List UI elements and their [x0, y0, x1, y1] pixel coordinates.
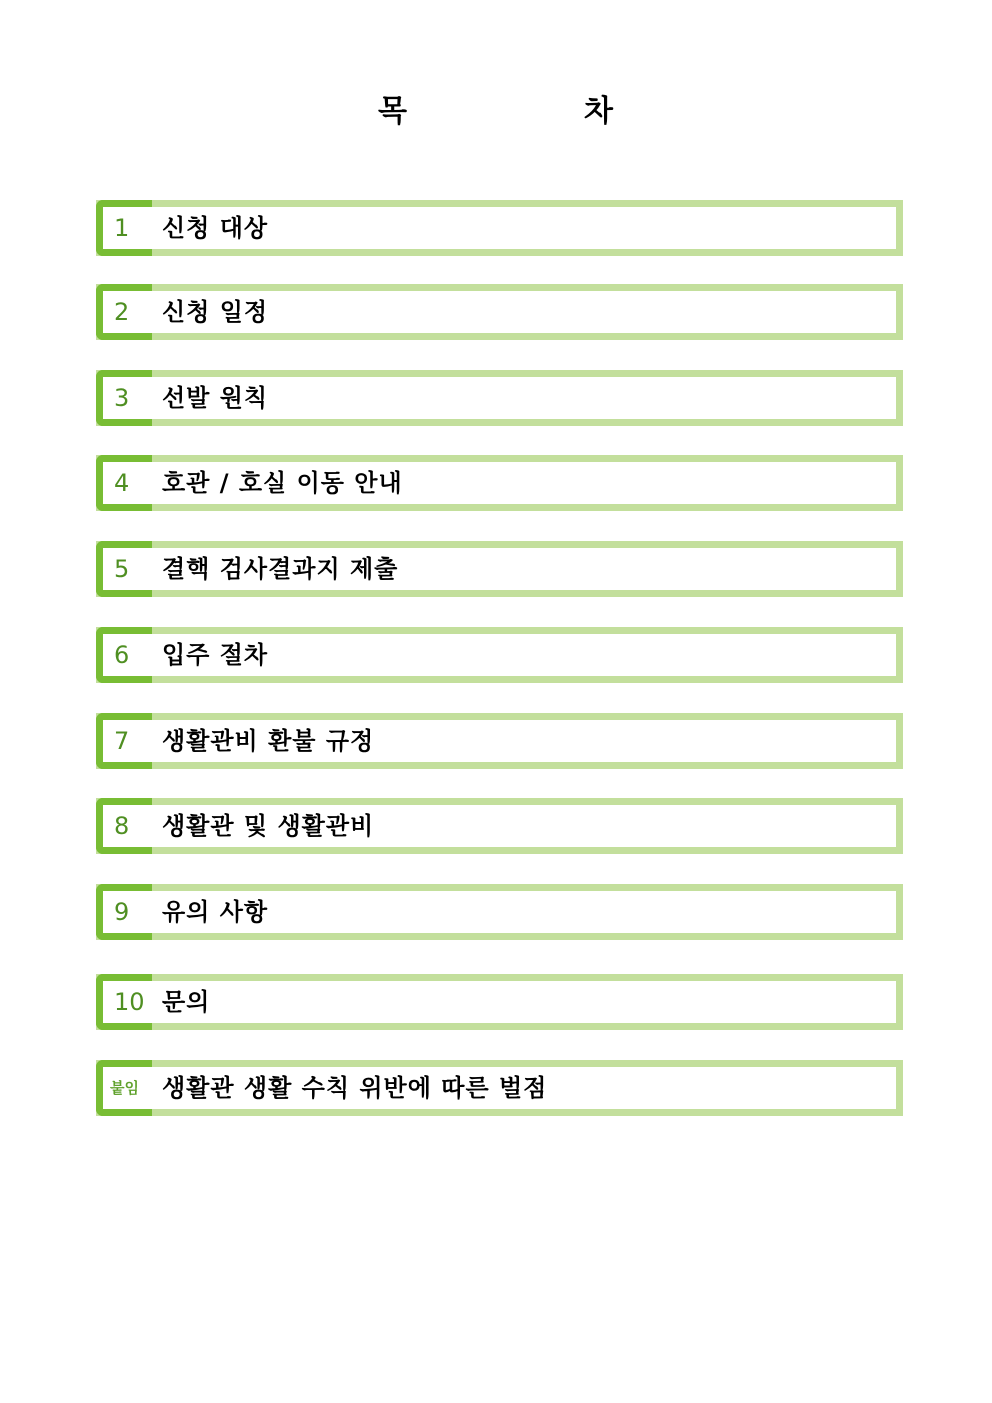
accent-top: [96, 713, 152, 720]
page-title: [0, 92, 992, 136]
toc-item-6[interactable]: [96, 627, 903, 683]
toc-item-3[interactable]: [96, 370, 903, 426]
toc-label: 선발 원칙: [162, 384, 269, 412]
accent-top: [96, 370, 152, 377]
accent-bottom: [96, 1109, 152, 1116]
accent-bar: [96, 455, 103, 511]
toc-label: 호관 / 호실 이동 안내: [162, 469, 403, 497]
accent-top: [96, 798, 152, 805]
toc-item-1[interactable]: [96, 200, 903, 256]
toc-number: 1: [114, 214, 130, 242]
toc-item-appendix[interactable]: [96, 1060, 903, 1116]
toc-label: 생활관 생활 수칙 위반에 따른 벌점: [162, 1074, 548, 1102]
accent-bar: [96, 284, 103, 340]
accent-bar: [96, 974, 103, 1030]
toc-item-2[interactable]: [96, 284, 903, 340]
toc-number: 3: [114, 384, 130, 412]
accent-bar: [96, 1060, 103, 1116]
toc-label: 생활관비 환불 규정: [162, 727, 375, 755]
toc-number: 9: [114, 898, 130, 926]
accent-bottom: [96, 419, 152, 426]
accent-bar: [96, 798, 103, 854]
accent-bar: [96, 884, 103, 940]
accent-bar: [96, 200, 103, 256]
toc-label: 입주 절차: [162, 641, 269, 669]
accent-top: [96, 884, 152, 891]
toc-number: 7: [114, 727, 130, 755]
title-char-2: 차: [584, 94, 613, 129]
accent-bar: [96, 541, 103, 597]
toc-label: 유의 사항: [162, 898, 269, 926]
toc-label: 신청 일정: [162, 298, 269, 326]
accent-bottom: [96, 1023, 152, 1030]
title-char-1: 목: [378, 94, 407, 129]
accent-top: [96, 1060, 152, 1067]
accent-bottom: [96, 762, 152, 769]
accent-top: [96, 627, 152, 634]
toc-number: 10: [114, 988, 145, 1016]
accent-bar: [96, 370, 103, 426]
toc-number: 8: [114, 812, 130, 840]
accent-top: [96, 541, 152, 548]
toc-number: 5: [114, 555, 130, 583]
accent-bottom: [96, 933, 152, 940]
accent-top: [96, 200, 152, 207]
toc-label: 결핵 검사결과지 제출: [162, 555, 399, 583]
toc-item-4[interactable]: [96, 455, 903, 511]
toc-item-5[interactable]: [96, 541, 903, 597]
toc-label: 생활관 및 생활관비: [162, 812, 375, 840]
toc-number: 2: [114, 298, 130, 326]
accent-bottom: [96, 847, 152, 854]
toc-item-8[interactable]: [96, 798, 903, 854]
accent-top: [96, 455, 152, 462]
toc-item-7[interactable]: [96, 713, 903, 769]
accent-top: [96, 974, 152, 981]
toc-label: 문의: [162, 988, 211, 1016]
toc-number: 4: [114, 469, 130, 497]
toc-item-10[interactable]: [96, 974, 903, 1030]
accent-bottom: [96, 504, 152, 511]
accent-bottom: [96, 590, 152, 597]
accent-bar: [96, 713, 103, 769]
toc-number: 6: [114, 641, 130, 669]
accent-bar: [96, 627, 103, 683]
toc-number: 붙임: [110, 1079, 139, 1097]
accent-bottom: [96, 249, 152, 256]
accent-top: [96, 284, 152, 291]
toc-item-9[interactable]: [96, 884, 903, 940]
accent-bottom: [96, 676, 152, 683]
accent-bottom: [96, 333, 152, 340]
toc-label: 신청 대상: [162, 214, 269, 242]
